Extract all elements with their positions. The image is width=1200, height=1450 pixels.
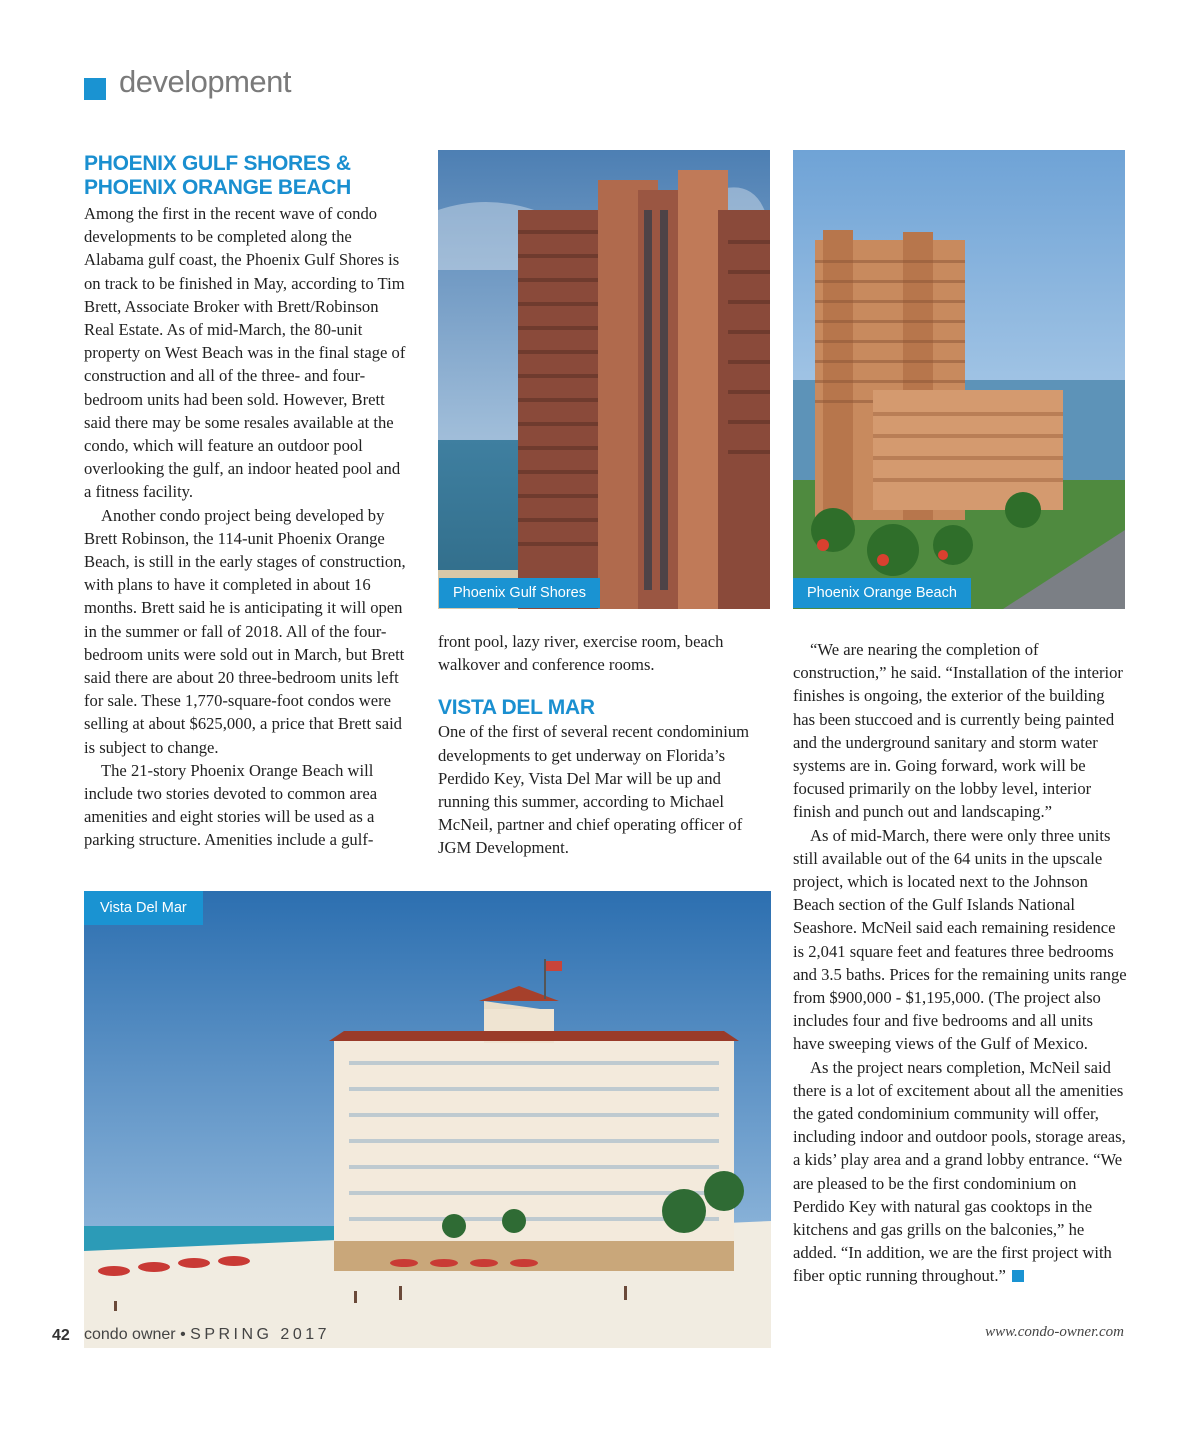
article1-headline-line2: PHOENIX ORANGE BEACH <box>84 176 352 199</box>
photo-phoenix-orange-beach <box>793 150 1125 609</box>
footer-separator: • <box>180 1326 186 1343</box>
caption-vista-del-mar: Vista Del Mar <box>84 891 203 925</box>
article1-paragraph-3: The 21-story Phoenix Orange Beach will include two stories devoted to common area amenities and eight stories will be used as a parking structure. Amenities include a gulf- <box>84 760 378 850</box>
article1-paragraph-1: Among the first in the recent wave of condo developments to be completed along the Alabama gulf coast, the Phoenix Gulf Shores is on track to be finished in May, according to Tim Brett, Associate Broker with Brett/Robinson Real Estate. As of mid-March, the 80-unit property on West Beach was in the final stage of construction and all of the three- and four-bedroom units had been sold. However, Brett said there may be some resales available at the condo, which will feature an outdoor pool overlooking the gulf, an indoor heated pool and a fitness facility. <box>84 204 406 502</box>
caption-phoenix-orange-beach: Phoenix Orange Beach <box>793 578 971 608</box>
end-of-article-marker <box>1012 1270 1024 1282</box>
article1-paragraph-2: Another condo project being developed by Brett Robinson, the 114-unit Phoenix Orange Beach, is still in the early stages of construction, with plans to have it completed in about 16 months. Brett said he is anticipating it will open in the summer or fall of 2018. All of the four-bedroom units were sold out in March, but Brett said there are about 20 three-bedroom units left for sale. These 1,770-square-foot condos were selling at about $625,000, a price that Brett said is subject to change. <box>84 505 406 757</box>
photo-vista-del-mar <box>84 891 771 1348</box>
page-number: 42 <box>52 1327 70 1344</box>
photo-vista-del-mar-image <box>84 891 771 1348</box>
article1-headline-line1: PHOENIX GULF SHORES & <box>84 152 351 175</box>
article2-paragraph-2: “We are nearing the completion of construction,” he said. “Installation of the interior finishes is ongoing, the exterior of the building has been stuccoed and is currently being painted and the underground sanitary and storm water systems are in. Going forward, work will be focused primarily on the lobby level, interior finish and punch out and landscaping.” <box>793 640 1123 822</box>
article1-column <box>84 152 410 852</box>
photo-phoenix-orange-beach-image <box>793 150 1125 609</box>
caption-phoenix-gulf-shores: Phoenix Gulf Shores <box>439 578 600 608</box>
article2-column-continued <box>793 638 1127 1288</box>
article1-paragraph-3-continued: front pool, lazy river, exercise room, beach walkover and conference rooms. <box>438 632 724 675</box>
section-title: development <box>119 64 292 99</box>
website-url[interactable]: www.condo-owner.com <box>985 1324 1124 1340</box>
section-marker-square <box>84 78 106 100</box>
article1-headline <box>84 152 410 200</box>
article2-headline: VISTA DEL MAR <box>438 696 595 720</box>
article2-paragraph-4 <box>793 1056 1127 1288</box>
publication-footer <box>84 1326 330 1344</box>
article2-paragraph-4-text: As the project nears completion, McNeil said there is a lot of excitement about all the amenities the gated condominium community will offer, including indoor and outdoor pools, storage areas, a kids’ play area and a grand lobby entrance. “We are pleased to be the first condominium on Perdido Key with natural gas cooktops in the kitchens and gas grills on the balconies,” he added. “In addition, we are the first project with fiber optic running throughout.” <box>793 1057 1126 1286</box>
photo-phoenix-gulf-shores-image <box>438 150 770 609</box>
article2-paragraph-1: One of the first of several recent condominium developments to get underway on Florida’s Perdido Key, Vista Del Mar will be up and running this summer, according to Michael McNeil, partner and chief operating officer of JGM Development. <box>438 722 750 858</box>
issue-season: SPRING 2017 <box>190 1326 331 1343</box>
photo-phoenix-gulf-shores <box>438 150 770 609</box>
article2-column <box>438 630 770 860</box>
publication-name: condo owner <box>84 1326 176 1343</box>
article2-paragraph-3: As of mid-March, there were only three units still available out of the 64 units in the upscale project, which is located next to the Johnson Beach section of the Gulf Islands National Seashore. McNeil said each remaining residence is 2,041 square feet and features three bedrooms and 3.5 baths. Prices for the remaining units range from $900,000 - $1,195,000. (The project also includes four and five bedrooms and all units have sweeping views of the Gulf of Mexico. <box>793 825 1127 1054</box>
